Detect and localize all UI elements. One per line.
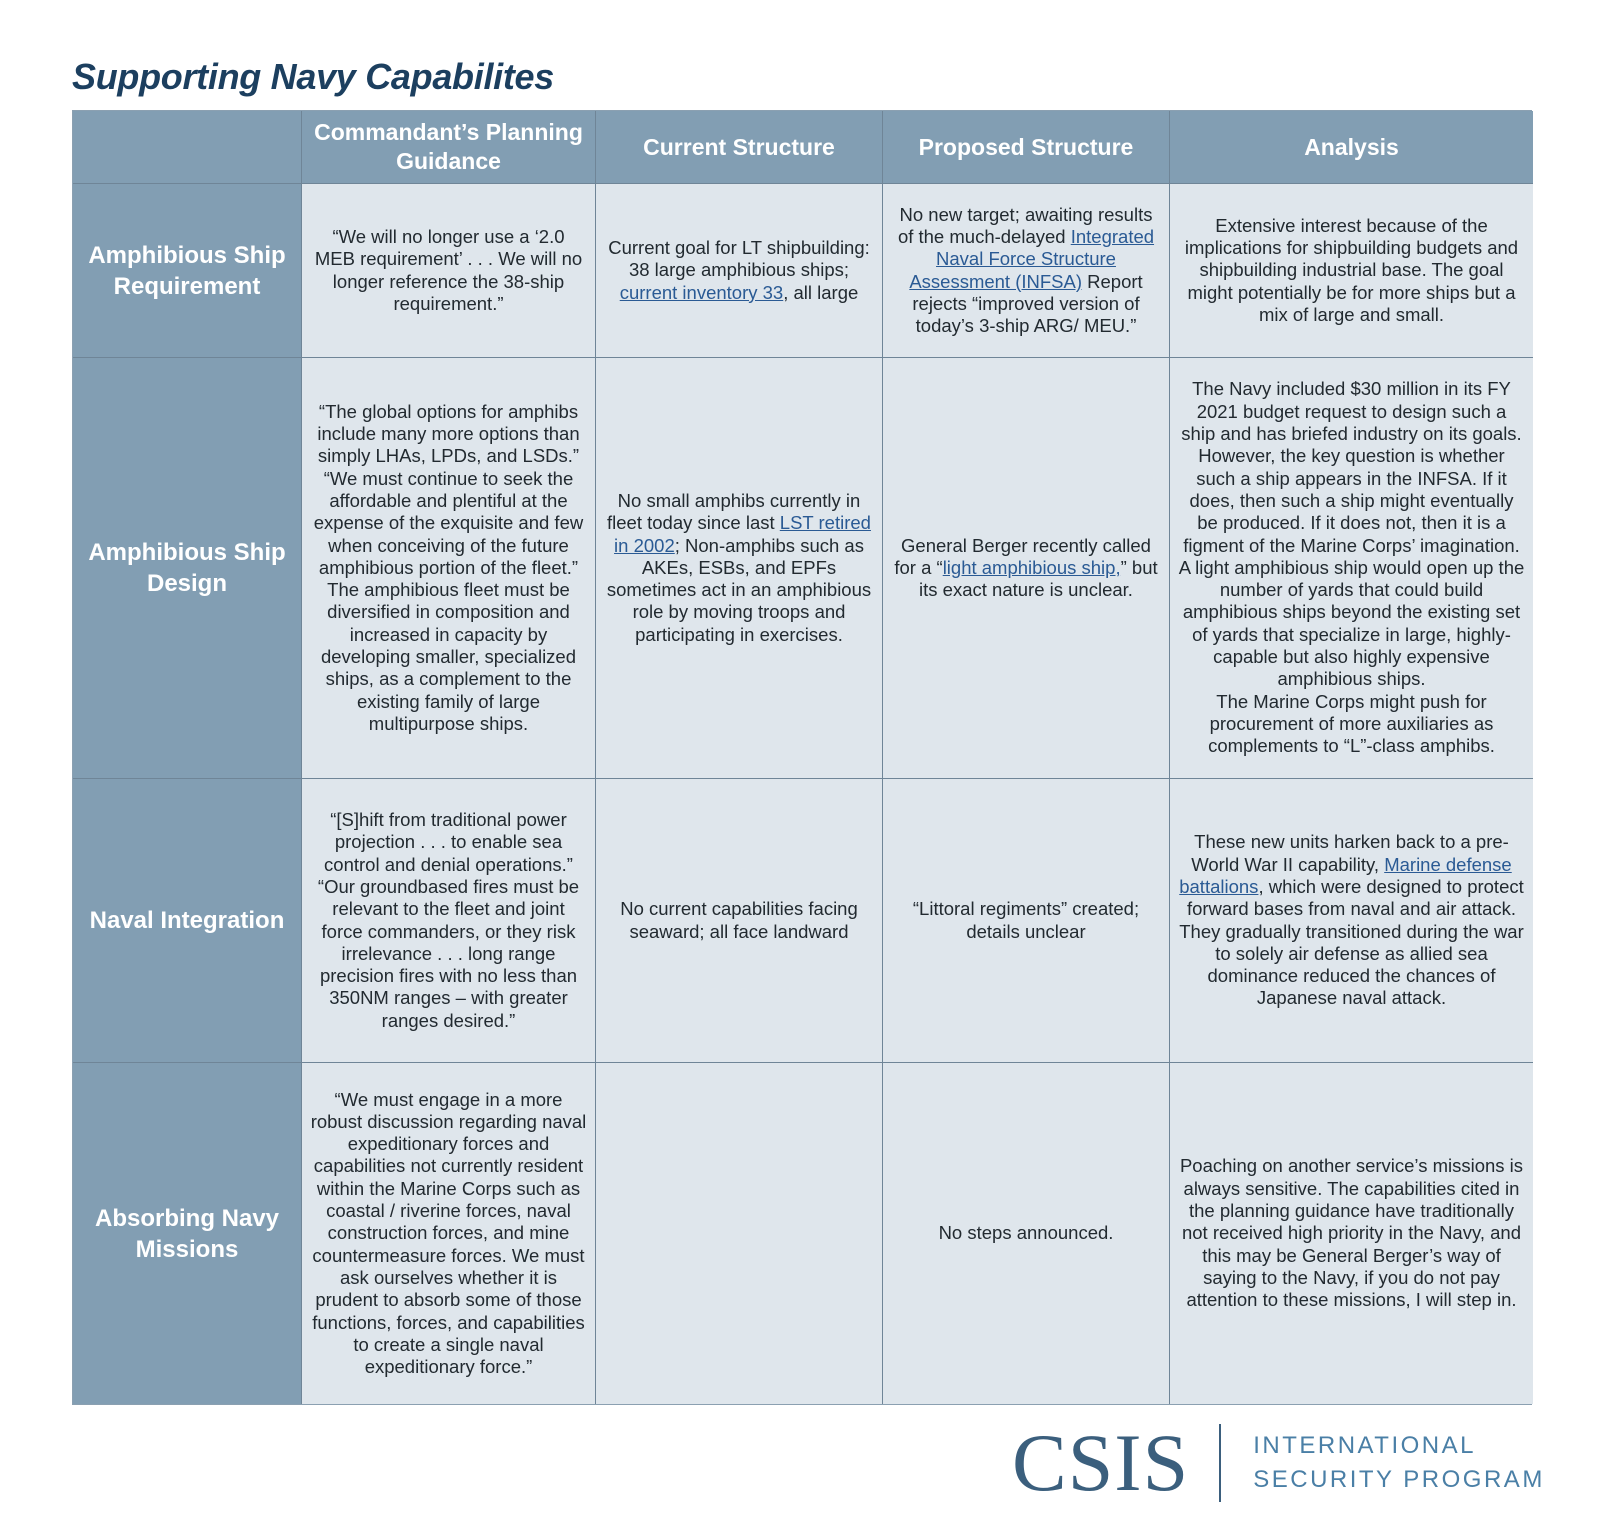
analysis-design [1170,358,1533,779]
guidance-integration [302,779,596,1063]
proposed-missions: No steps announced. [883,1063,1170,1404]
header-guidance: Commandant’s Planning Guidance [302,111,596,184]
text: , all large [783,281,859,303]
infsa-link[interactable]: Integrated Naval Force Structure Assessment (INFSA) [909,225,1155,292]
current-design [596,358,883,779]
text: Report rejects “improved version of today’s 3-ship ARG/ MEU.” [912,270,1143,337]
lst-retired-link[interactable]: LST retired in 2002 [614,512,871,556]
program-name [1253,1429,1545,1497]
program-line-1: INTERNATIONAL [1253,1432,1476,1459]
row-label-design: Amphibious Ship Design [73,358,302,779]
text: These new units harken back to a pre-World War II capability, [1191,831,1509,875]
row-label-requirement: Amphibious Ship Requirement [73,184,302,358]
marine-defense-battalions-link[interactable]: Marine defense battalions [1179,853,1512,897]
analysis-missions: Poaching on another service’s missions is always sensitive. The capabilities cited in the planning guidance have traditionally not received high priority in the Navy, and this may be General Berger’s way of saying to the Navy, if you do not pay attention to these missions, I will step in. [1170,1063,1533,1404]
row-label-integration: Naval Integration [73,779,302,1063]
current-integration: No current capabilities facing seaward; all face landward [596,779,883,1063]
header-analysis: Analysis [1170,111,1533,184]
text: ; Non-amphibs such as AKEs, ESBs, and EPFs sometimes act in an amphibious role by moving troops and participating in exercises. [606,534,872,645]
analysis-requirement: Extensive interest because of the implications for shipbuilding budgets and shipbuilding industrial base. The goal might potentially be for more ships but a mix of large and small. [1170,184,1533,358]
current-inventory-link[interactable]: current inventory 33 [619,281,784,303]
guidance-missions: “We must engage in a more robust discussion regarding naval expeditionary forces and capabilities not currently resident within the Marine Corps such as coastal / riverine forces, naval construction forces, and mine countermeasure forces. We must ask ourselves whether it is prudent to absorb some of those functions, forces, and capabilities to create a single naval expeditionary force.” [302,1063,596,1404]
text: No small amphibs currently in fleet today since last [607,489,861,534]
logo-divider [1219,1424,1221,1502]
analysis-paragraph: The Marine Corps might push for procurement of more auxiliaries as complements to “L”-class amphibs. [1208,690,1495,757]
proposed-requirement [883,184,1170,358]
analysis-paragraph: A light amphibious ship would open up the number of yards that could build amphibious ships beyond the existing set of yards that specialize in large, highly-capable but also highly expensive amphibious ships. [1178,556,1525,690]
guidance-requirement: “We will no longer use a ‘2.0 MEB requirement’ . . . We will no longer reference the 38-ship requirement.” [302,184,596,358]
guidance-paragraph: “[S]hift from traditional power projection . . . to enable sea control and denial operations.” [324,809,573,875]
proposed-integration: “Littoral regiments” created; details unclear [883,779,1170,1063]
text: Current goal for LT shipbuilding: 38 large amphibious ships; [608,237,870,281]
analysis-integration [1170,779,1533,1063]
row-label-missions: Absorbing Navy Missions [73,1063,302,1404]
csis-logo [1012,1418,1545,1508]
text: , which were designed to protect forward bases from naval and air attack. They gradually transitioned during the war to solely air defense as allied sea dominance reduced the chances of Japanese naval attack. [1179,875,1524,1009]
analysis-paragraph: The Navy included $30 million in its FY 2021 budget request to design such a ship and has briefed industry on its goals. However, the key question is whether such a ship appears in the INFSA. If it does, then such a ship might eventually be produced. If it does not, then it is a figment of the Marine Corps’ imagination. [1181,378,1522,556]
header-current: Current Structure [596,111,883,184]
capabilities-table [72,110,1532,1405]
csis-wordmark: CSIS [1012,1417,1190,1508]
current-missions [596,1063,883,1404]
header-proposed: Proposed Structure [883,111,1170,184]
program-line-2: SECURITY PROGRAM [1253,1466,1545,1493]
proposed-design [883,358,1170,779]
guidance-paragraph: “Our groundbased fires must be relevant to the fleet and joint force commanders, or they risk irrelevance . . . long range precision fires with no less than 350NM ranges – with greater ranges desired.” [317,875,580,1031]
light-amphibious-ship-link[interactable]: light amphibious ship, [942,556,1121,578]
text: No new target; awaiting results of the much-delayed [897,203,1153,247]
text: ” but its exact nature is unclear. [919,556,1158,601]
page-title: Supporting Navy Capabilites [72,56,554,97]
text: General Berger recently called for a “ [894,534,1151,578]
guidance-design: “The global options for amphibs include many more options than simply LHAs, LPDs, and LSDs.” “We must continue to seek the affordable and plentiful at the expense of the exquisite and few when conceiving of the future amphibious portion of the fleet.” The amphibious fleet must be diversified in composition and increased in capacity by developing smaller, specialized ships, as a complement to the existing family of large multipurpose ships. [302,358,596,779]
current-requirement [596,184,883,358]
header-corner [73,111,302,184]
